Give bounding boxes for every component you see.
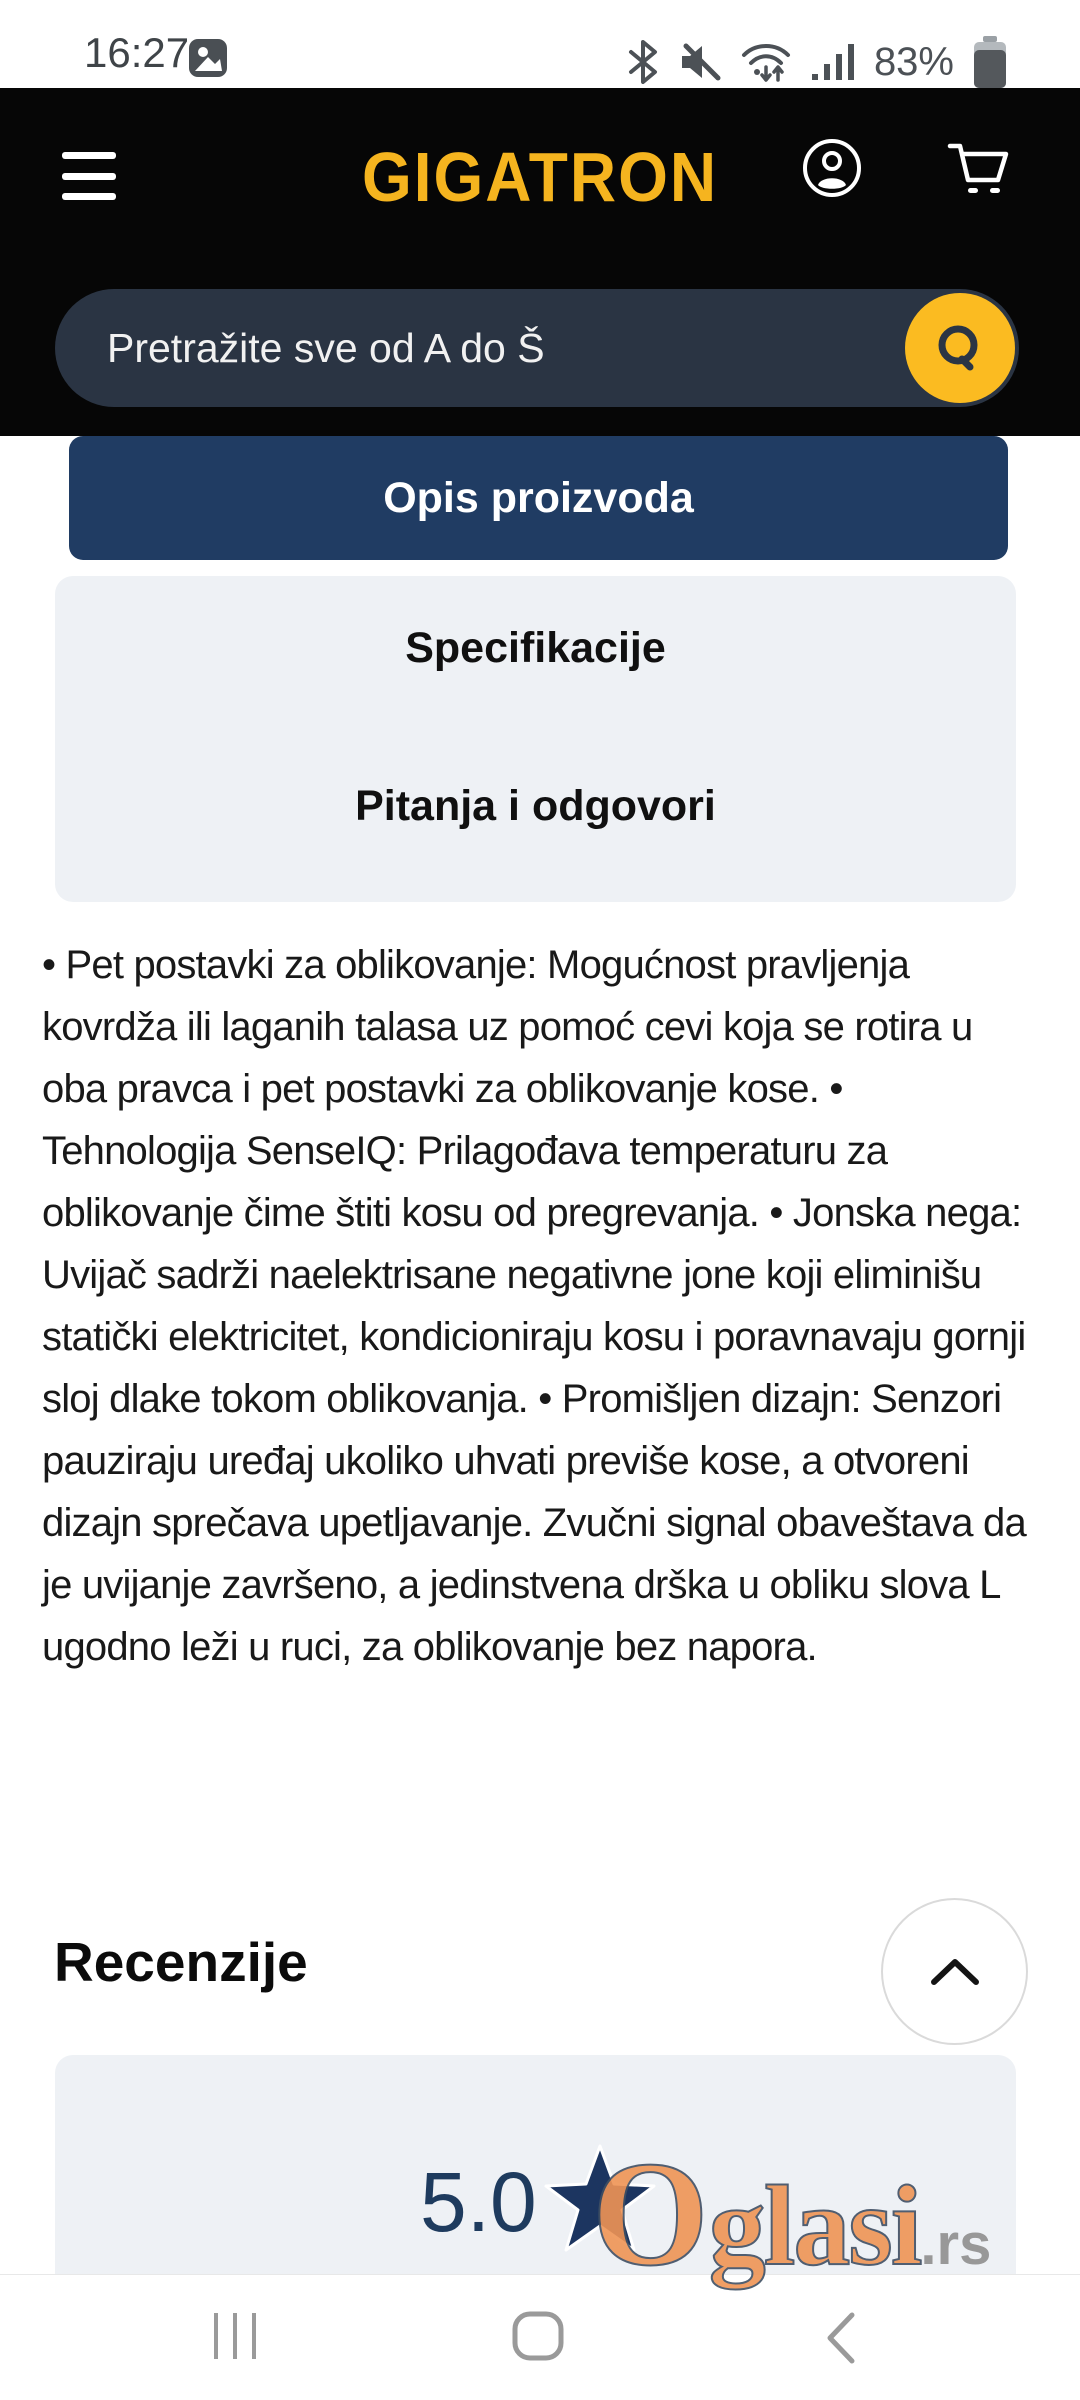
watermark-initial: O — [592, 2131, 709, 2297]
tab-pitanja-i-odgovori[interactable]: Pitanja i odgovori — [55, 782, 1016, 831]
status-time: 16:27 — [84, 29, 190, 76]
wifi-icon — [740, 39, 792, 85]
search-icon — [932, 320, 988, 376]
watermark-suffix: .rs — [920, 2212, 992, 2277]
reviews-heading: Recenzije — [54, 1931, 308, 1993]
oglasi-watermark — [592, 2128, 991, 2300]
product-description: • Pet postavki za oblikovanje: Mogućnost pravljenja kovrdža ili laganih talasa uz pomoć cevi koja se rotira u oba pravca i pet postavki za oblikovanje kose. • Tehnologija SenseIQ: Prilagođava temperaturu za oblikovanje čime štiti kosu od pregrevanja. • Jonska nega: Uvijač sadrži naelektrisane negativne jone koji eliminišu statički elektricitet, kondicioniraju kosu i poravnavaju gornji sloj dlake tokom oblikovanja. • Promišljen dizajn: Senzori pauziraju uređaj ukoliko uhvati previše kose, a otvoreni dizajn sprečava upetljavanje. Zvučni signal obaveštava da je uvijanje završeno, a jedinstvena drška u obliku slova L ugodno leži u ruci, za oblikovanje bez napora. — [42, 943, 1026, 1669]
bluetooth-icon — [626, 40, 660, 84]
chevron-up-icon — [926, 1954, 984, 1990]
search-input[interactable] — [107, 289, 867, 407]
mute-icon — [678, 40, 722, 84]
search-bar — [55, 289, 1019, 407]
battery-icon — [972, 36, 1008, 88]
signal-icon — [810, 40, 856, 84]
tab-specifikacije[interactable]: Specifikacije — [55, 624, 1016, 673]
search-button[interactable] — [905, 293, 1015, 403]
account-icon[interactable] — [800, 136, 864, 200]
brand-logo[interactable]: GIGATRON — [361, 138, 719, 216]
battery-percent: 83% — [873, 39, 954, 84]
home-icon[interactable] — [512, 2311, 564, 2361]
collapse-reviews-button[interactable] — [881, 1898, 1028, 2045]
status-bar — [0, 0, 1080, 88]
recents-icon[interactable] — [214, 2313, 256, 2359]
back-icon[interactable] — [824, 2311, 858, 2365]
tab-list-panel — [55, 576, 1016, 902]
gallery-notification-icon — [188, 38, 228, 78]
watermark-rest: glasi — [708, 2162, 921, 2289]
app-header — [0, 88, 1080, 436]
tab-opis-proizvoda[interactable]: Opis proizvoda — [69, 436, 1008, 560]
status-icons — [626, 36, 1008, 88]
cart-icon[interactable] — [944, 136, 1012, 200]
rating-value: 5.0 — [420, 2155, 537, 2249]
